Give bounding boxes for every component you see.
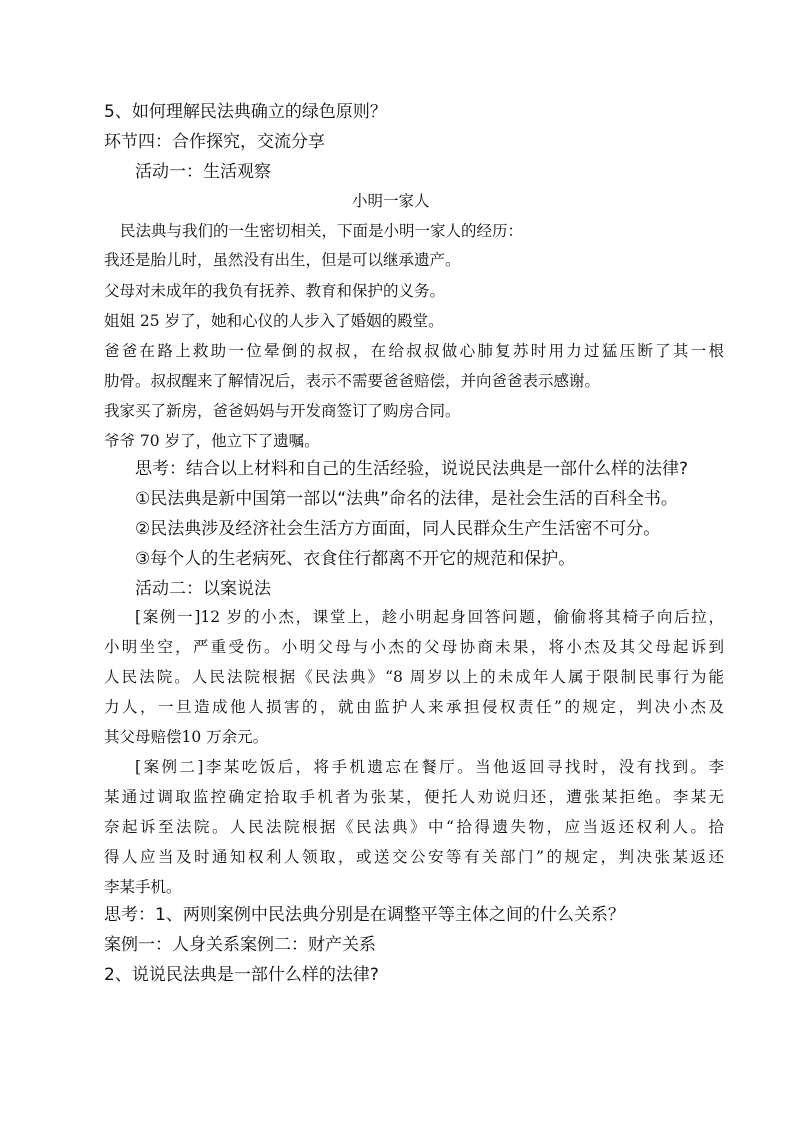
case-one-line: 小明坐空，严重受伤。小明父母与小杰的父母协商未果，将小杰及其父母起诉到 xyxy=(104,638,724,656)
story-line: 爷爷 70 岁了，他立下了遗嘱。 xyxy=(104,432,320,450)
story-line: 我家买了新房，爸爸妈妈与开发商签订了购房合同。 xyxy=(104,402,461,420)
case-one-line: 人民法院。人民法院根据《民法典》“8 周岁以上的未成年人属于限制民事行为能 xyxy=(104,668,724,686)
story-intro: 民法典与我们的一生密切相关，下面是小明一家人的经历： xyxy=(120,222,524,240)
thinking-question-1: 思考：1、两则案例中民法典分别是在调整平等主体之间的什么关系？ xyxy=(104,905,625,925)
story-line: 姐姐 25 岁了，她和心仪的人步入了婚姻的殿堂。 xyxy=(104,312,444,330)
case-two-line: [案例二]李某吃饭后，将手机遗忘在餐厅。当他返回寻找时，没有找到。李 xyxy=(135,758,724,776)
section-heading: 环节四：合作探究，交流分享 xyxy=(104,132,325,152)
story-line: 父母对未成年的我负有抚养、教育和保护的义务。 xyxy=(104,282,446,300)
case-two-line: 得人应当及时通知权利人领取，或送交公安等有关部门”的规定，判决张某返还 xyxy=(104,848,724,866)
case-one-line: [案例一]12 岁的小杰，课堂上，趁小明起身回答问题，偷偷将其椅子向后拉， xyxy=(135,608,724,626)
case-relations-answer: 案例一：人身关系案例二：财产关系 xyxy=(104,935,376,955)
answer-point-2: ②民法典涉及经济社会生活方方面面，同人民群众生产生活密不可分。 xyxy=(135,519,661,539)
story-title: 小明一家人 xyxy=(352,192,430,210)
answer-point-1: ①民法典是新中国第一部以“法典”命名的法律，是社会生活的百科全书。 xyxy=(135,489,678,509)
case-two-line: 李某手机。 xyxy=(104,878,182,896)
case-one-line: 力人，一旦造成他人损害的，就由监护人来承担侵权责任”的规定，判决小杰及 xyxy=(104,698,724,716)
case-two-line: 奈起诉至法院。人民法院根据《民法典》中“拾得遗失物，应当返还权利人。拾 xyxy=(104,818,724,836)
thinking-question: 思考：结合以上材料和自己的生活经验，说说民法典是一部什么样的法律? xyxy=(135,459,689,479)
case-one-line: 其父母赔偿10 万余元。 xyxy=(104,728,269,746)
thinking-question-2: 2、说说民法典是一部什么样的法律? xyxy=(104,965,379,985)
activity-one-heading: 活动一：生活观察 xyxy=(135,162,271,182)
question-5: 5、如何理解民法典确立的绿色原则？ xyxy=(104,102,387,122)
story-line: 肋骨。叔叔醒来了解情况后，表示不需要爸爸赔偿，并向爸爸表示感谢。 xyxy=(104,372,601,390)
story-line: 我还是胎儿时，虽然没有出生，但是可以继承遗产。 xyxy=(104,251,461,269)
answer-point-3: ③每个人的生老病死、衣食住行都离不开它的规范和保护。 xyxy=(135,549,576,569)
story-line: 爸爸在路上救助一位晕倒的叔叔，在给叔叔做心肺复苏时用力过猛压断了其一根 xyxy=(104,342,724,360)
case-two-line: 某通过调取监控确定拾取手机者为张某，便托人劝说归还，遭张某拒绝。李某无 xyxy=(104,788,724,806)
activity-two-heading: 活动二：以案说法 xyxy=(135,579,271,599)
